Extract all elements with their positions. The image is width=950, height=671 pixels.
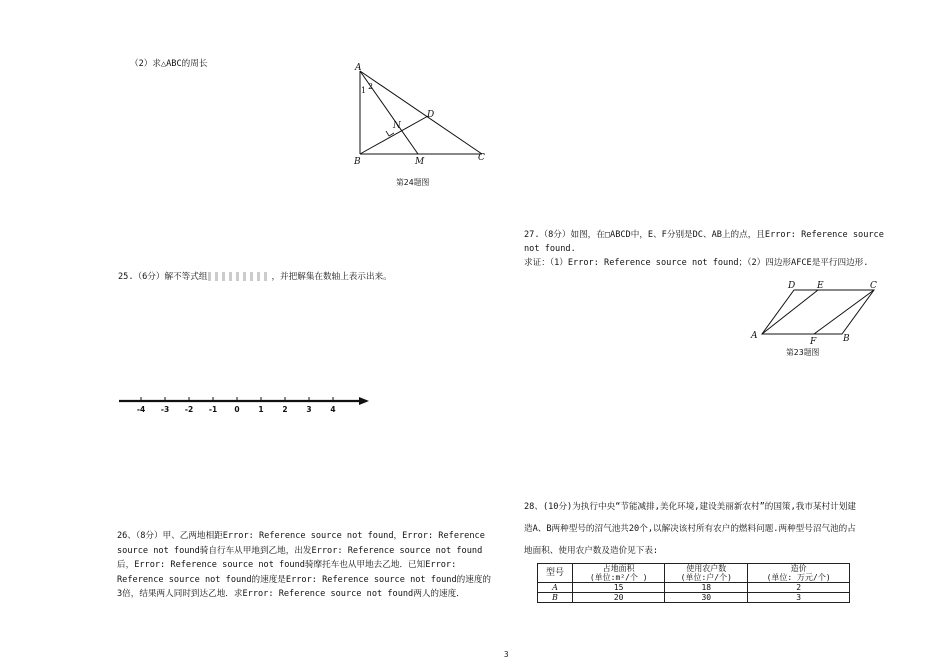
number-line-tick-label: 2 xyxy=(282,405,288,414)
q27-line3: 求证：（1）Error: Reference source not found；（2）四边形AFCE是平行四边形. xyxy=(524,258,869,268)
table-row xyxy=(538,583,850,593)
number-line-tick-label: 1 xyxy=(258,405,264,414)
label-A: A xyxy=(355,63,362,73)
q27-line2: not found. xyxy=(524,244,576,254)
q27-parallelogram-figure xyxy=(744,278,884,346)
label-D: D xyxy=(427,110,435,120)
table-cell: 3 xyxy=(748,593,850,603)
q28-line3: 地面积、使用农户数及造价见下表: xyxy=(524,546,659,556)
q28-line2: 造A、B两种型号的沼气池共20个,以解决该村所有农户的燃料问题.两种型号沼气池的占 xyxy=(524,524,856,534)
number-line-ticks xyxy=(137,397,336,414)
q25-text-before: 25.（6分）解不等式组 xyxy=(118,272,208,282)
biogas-table xyxy=(537,563,850,603)
number-line-tick-label: -3 xyxy=(160,405,170,414)
inequality-system-placeholder xyxy=(208,272,270,281)
table-cell: B xyxy=(538,593,573,603)
q28-line1: 28、(10分)为执行中央“节能减排,美化环境,建设美丽新农村”的国策,我市某村计划建 xyxy=(524,502,856,512)
header-area: 占地面积 (单位:m²/个 ) xyxy=(573,564,665,583)
label-F: F xyxy=(810,337,817,346)
number-line-tick-label: 4 xyxy=(330,405,336,414)
number-line xyxy=(115,392,375,418)
label-A: A xyxy=(751,331,758,341)
header-type: 型号 xyxy=(538,564,573,583)
number-line-tick-label: -1 xyxy=(208,405,218,414)
table-cell: 20 xyxy=(573,593,665,603)
table-row xyxy=(538,593,850,603)
header-households: 使用农户数 (单位:户/个) xyxy=(665,564,748,583)
label-E: E xyxy=(817,281,824,291)
q27-caption: 第23题图 xyxy=(786,348,820,357)
label-N: N xyxy=(393,121,401,131)
table-header-row xyxy=(538,564,850,583)
number-line-tick-label: -4 xyxy=(136,405,146,414)
table-cell: 15 xyxy=(573,583,665,593)
q25-text-after: ，并把解集在数轴上表示出来。 xyxy=(271,272,392,282)
q27-line1: 27.（8分）如图，在□ABCD中，E、F分别是DC、AB上的点，且Error: Reference source xyxy=(524,230,884,240)
q24-triangle-figure xyxy=(350,62,500,168)
q25-text xyxy=(118,270,392,284)
label-B: B xyxy=(354,157,361,167)
label-C: C xyxy=(478,153,485,163)
q24-part2-text: （2）求△ABC的周长 xyxy=(130,59,208,69)
label-D: D xyxy=(788,281,796,291)
label-angle-1: 1 xyxy=(361,86,367,95)
table-cell: A xyxy=(538,583,573,593)
table-cell: 2 xyxy=(748,583,850,593)
number-line-tick-label: 0 xyxy=(234,405,240,414)
q24-caption: 第24题图 xyxy=(396,178,430,187)
label-B: B xyxy=(843,334,850,344)
number-line-tick-label: 3 xyxy=(306,405,312,414)
number-line-tick-label: -2 xyxy=(184,405,194,414)
table-cell: 18 xyxy=(665,583,748,593)
label-M: M xyxy=(415,157,425,167)
page-number: 3 xyxy=(504,650,509,659)
q26-text: 26、（8分）甲、乙两地相距Error: Reference source not found，Error: Reference source not found骑自行车从甲地到乙地，出发Error: Reference source not found后，Error: Reference source not found骑摩托车也从甲地去乙地．已知Error: Reference source not found的速度是Error: Reference source not found的速度的3倍，结果两人同时到达乙地．求Error: Reference source not found两人的速度． xyxy=(117,531,492,599)
label-C: C xyxy=(870,281,877,291)
label-angle-2: 2 xyxy=(368,82,374,91)
header-cost: 造价 (单位: 万元/个) xyxy=(748,564,850,583)
table-cell: 30 xyxy=(665,593,748,603)
